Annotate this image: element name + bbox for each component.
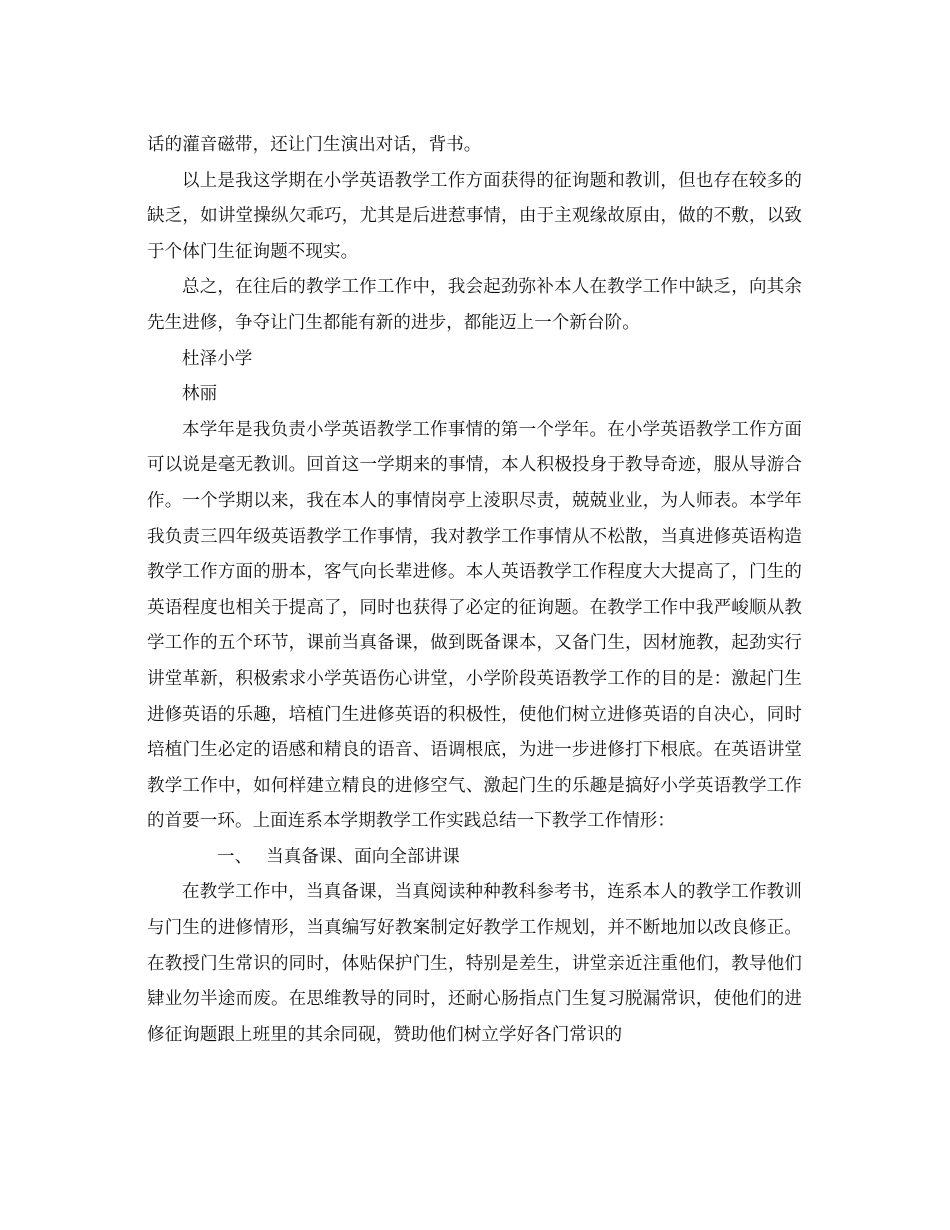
document-body <box>147 128 802 1053</box>
school-name: 杜泽小学 <box>182 348 253 369</box>
section-heading-number: 一、 <box>217 846 253 867</box>
section-heading <box>147 840 802 876</box>
section-heading-title: 当真备课、面向全部讲课 <box>266 846 460 867</box>
paragraph-year-review: 本学年是我负责小学英语教学工作事情的第一个学年。在小学英语教学工作方面可以说是毫无教训。回首这一学期来的事情，本人积极投身于教导奇迹，服从导游合作。一个学期以来，我在本人的事情岗亭上淩职尽责，兢兢业业，为人师表。本学年我负责三四年级英语教学工作事情，我对教学工作事情从不松散，当真进修英语构造教学工作方面的册本，客气向长辈进修。本人英语教学工作程度大大提高了，门生的英语程度也相关于提高了，同时也获得了必定的征询题。在教学工作中我严峻顺从教学工作的五个环节，课前当真备课，做到既备课本，又备门生，因材施教，起劲实行讲堂革新，积极索求小学英语伤心讲堂，小学阶段英语教学工作的目的是：激起门生进修英语的乐趣，培植门生进修英语的积极性，使他们树立进修英语的自决心，同时培植门生必定的语感和精良的语音、语调根底，为进一步进修打下根底。在英语讲堂教学工作中，如何样建立精良的进修空气、激起门生的乐趣是搞好小学英语教学工作的首要一环。上面连系本学期教学工作实践总结一下教学工作情形： <box>147 419 802 832</box>
paragraph-summary-shortcomings: 以上是我这学期在小学英语教学工作方面获得的征询题和教训，但也存在较多的缺乏，如讲堂操纵欠乖巧，尤其是后进惹事情，由于主观缘故原由，做的不敷，以致于个体门生征询题不现实。 <box>147 170 802 262</box>
paragraph-lesson-prep: 在教学工作中，当真备课，当真阅读种种教科参考书，连系本人的教学工作教训与门生的进修情形，当真编写好教案制定好教学工作规划，并不断地加以改良修正。在教授门生常识的同时，体贴保护门生，特别是差生，讲堂亲近注重他们，教导他们肄业勿半途而废。在思维教导的同时，还耐心肠指点门生复习脱漏常识，使他们的进修征询题跟上班里的其余同砚，赞助他们树立学好各门常识的 <box>147 882 802 1045</box>
paragraph-conclusion: 总之，在往后的教学工作工作中，我会起劲弥补本人在教学工作中缺乏，向其余先生进修，争夺让门生都能有新的进步，都能迈上一个新台阶。 <box>147 277 802 333</box>
author-name: 林丽 <box>182 384 218 405</box>
paragraph-continuation: 话的灌音磁带，还让门生演出对话，背书。 <box>147 135 482 155</box>
